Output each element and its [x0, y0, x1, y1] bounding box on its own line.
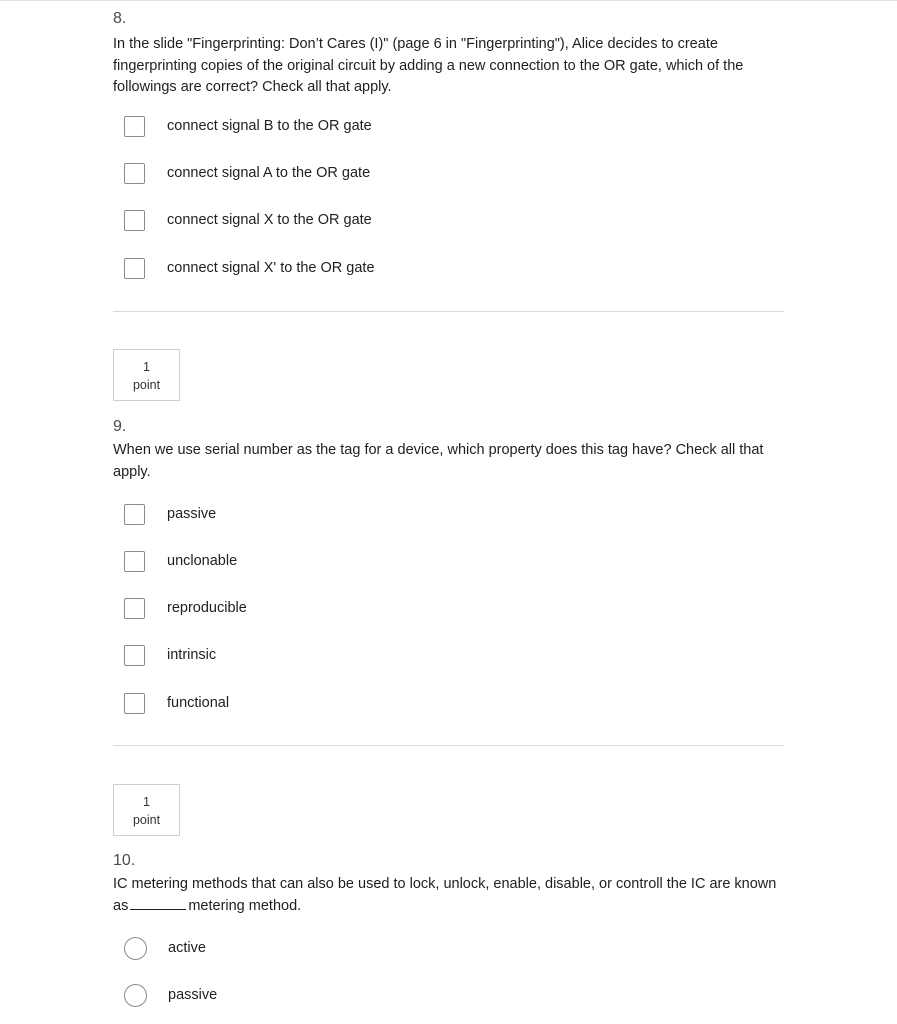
option-label: connect signal B to the OR gate — [167, 118, 372, 134]
fill-in-blank — [130, 897, 186, 910]
option-label: unclonable — [167, 553, 238, 569]
question-9 — [113, 417, 785, 711]
checkbox[interactable] — [124, 210, 145, 231]
question-8 — [113, 9, 785, 276]
top-divider — [0, 0, 897, 1]
option-label: connect signal A to the OR gate — [167, 165, 371, 181]
answer-option[interactable] — [124, 596, 724, 620]
points-badge — [113, 784, 180, 836]
answer-option[interactable] — [124, 691, 724, 715]
points-unit: point — [132, 378, 161, 392]
question-text: When we use serial number as the tag for a device, which property does this tag have? Check all that apply. — [113, 442, 764, 480]
checkbox[interactable] — [124, 116, 145, 137]
checkbox[interactable] — [124, 598, 145, 619]
radio-button[interactable] — [124, 937, 147, 960]
answer-option[interactable] — [124, 643, 724, 667]
checkbox[interactable] — [124, 645, 145, 666]
points-unit: point — [132, 813, 161, 827]
checkbox[interactable] — [124, 504, 145, 525]
question-text-after-blank: metering method. — [188, 897, 302, 914]
question-text — [113, 874, 785, 917]
question-text-before-blank: IC metering methods that can also be used to lock, unlock, enable, disable, or controll the IC are known as — [113, 876, 777, 914]
question-divider — [113, 311, 784, 312]
option-label: passive — [167, 506, 217, 522]
option-label: connect signal X' to the OR gate — [167, 260, 375, 276]
checkbox[interactable] — [124, 693, 145, 714]
option-label: connect signal X to the OR gate — [167, 212, 372, 228]
question-10 — [113, 851, 785, 1003]
checkbox[interactable] — [124, 551, 145, 572]
answer-option[interactable] — [124, 936, 724, 960]
answer-option[interactable] — [124, 256, 724, 280]
radio-button[interactable] — [124, 984, 147, 1007]
answer-option[interactable] — [124, 502, 724, 526]
question-number: 10. — [113, 852, 136, 869]
points-value: 1 — [143, 795, 150, 809]
option-label: functional — [167, 695, 230, 711]
points-badge — [113, 349, 180, 401]
question-number: 9. — [113, 418, 127, 435]
question-number: 8. — [113, 10, 127, 27]
option-label: passive — [168, 987, 218, 1003]
option-label: intrinsic — [167, 647, 217, 663]
points-value: 1 — [143, 360, 150, 374]
checkbox[interactable] — [124, 163, 145, 184]
answer-option[interactable] — [124, 549, 724, 573]
question-text: In the slide "Fingerprinting: Don’t Cares (I)" (page 6 in "Fingerprinting"), Alice decides to create fingerprinting copies of the original circuit by adding a new connection to the OR gate, which of the followings are correct? Check all that apply. — [113, 36, 744, 95]
question-divider — [113, 745, 784, 746]
checkbox[interactable] — [124, 258, 145, 279]
answer-option[interactable] — [124, 114, 724, 138]
answer-option[interactable] — [124, 161, 724, 185]
answer-option[interactable] — [124, 983, 724, 1007]
option-label: active — [168, 940, 206, 956]
option-label: reproducible — [167, 600, 247, 616]
answer-option[interactable] — [124, 208, 724, 232]
